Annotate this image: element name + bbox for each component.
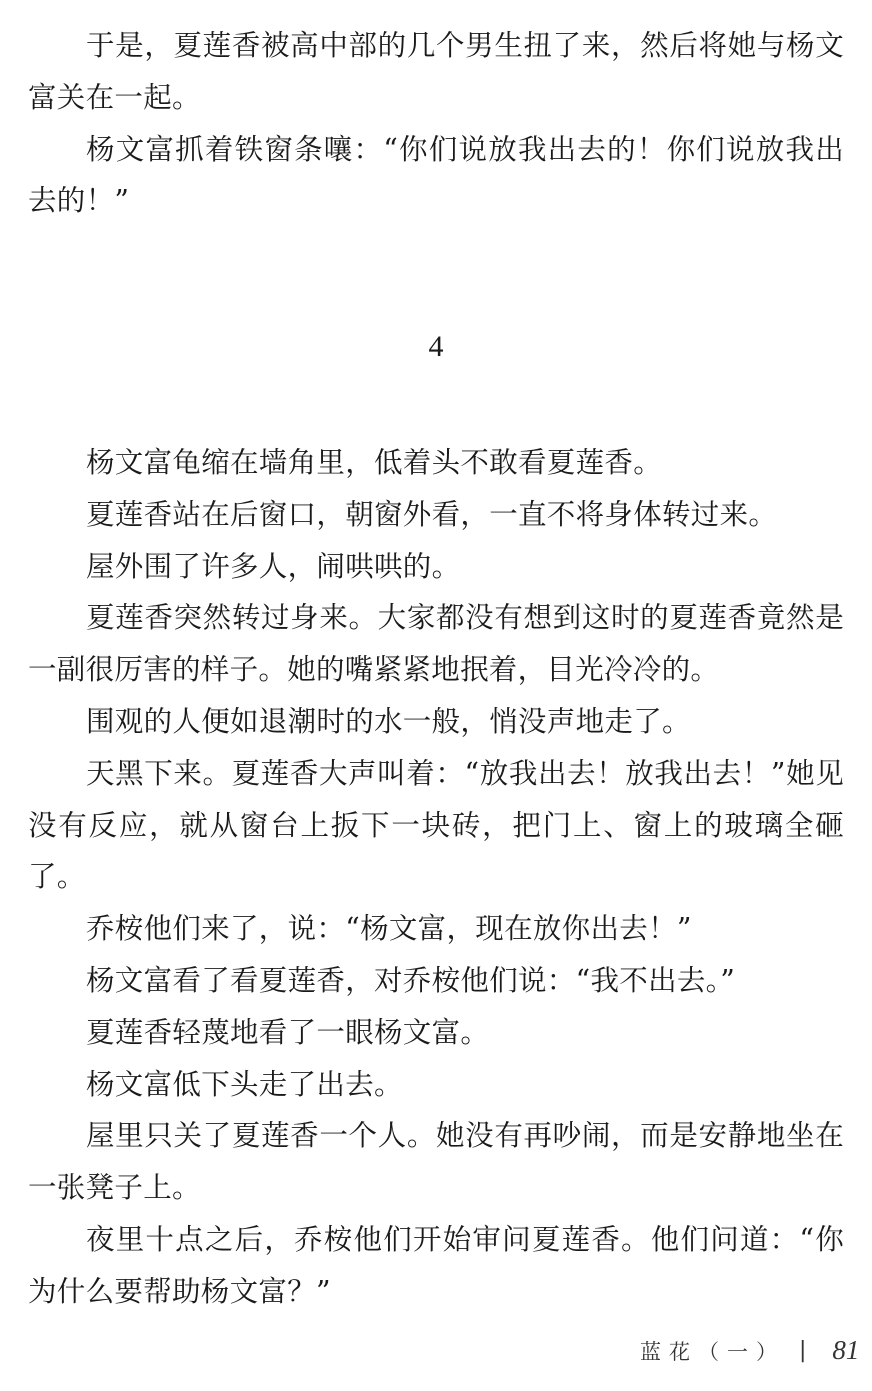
paragraph: 乔桉他们来了，说：“杨文富，现在放你出去！” xyxy=(86,912,692,946)
running-title: 蓝花（一） xyxy=(640,1339,785,1364)
paragraph: 屋里只关了夏莲香一个人。她没有再吵闹，而是安静地坐在一张凳子上。 xyxy=(28,1119,844,1205)
page-number: 81 xyxy=(832,1335,860,1365)
main-text xyxy=(28,437,844,1318)
paragraph: 夜里十点之后，乔桉他们开始审问夏莲香。他们问道：“你为什么要帮助杨文富？” xyxy=(28,1222,844,1308)
paragraph: 夏莲香轻蔑地看了一眼杨文富。 xyxy=(86,1015,490,1049)
paragraph: 杨文富低下头走了出去。 xyxy=(86,1067,403,1101)
paragraph: 天黑下来。夏莲香大声叫着：“放我出去！放我出去！”她见没有反应，就从窗台上扳下一块砖，把门上、窗上的玻璃全砸了。 xyxy=(28,756,844,894)
paragraph: 于是，夏莲香被高中部的几个男生扭了来，然后将她与杨文富关在一起。 xyxy=(28,29,844,114)
section-heading: 4 xyxy=(428,330,444,363)
page-footer xyxy=(640,1335,859,1366)
top-text xyxy=(28,20,844,227)
paragraph: 夏莲香突然转过身来。大家都没有想到这时的夏莲香竟然是一副很厉害的样子。她的嘴紧紧地抿着，目光冷冷的。 xyxy=(28,601,844,687)
paragraph: 杨文富龟缩在墙角里，低着头不敢看夏莲香。 xyxy=(86,446,663,479)
paragraph: 屋外围了许多人，闹哄哄的。 xyxy=(86,549,461,583)
paragraph: 围观的人便如退潮时的水一般，悄没声地走了。 xyxy=(86,704,691,738)
paragraph: 杨文富看了看夏莲香，对乔桉他们说：“我不出去。” xyxy=(86,963,736,997)
footer-separator: | xyxy=(799,1338,807,1363)
paragraph: 夏莲香站在后窗口，朝窗外看，一直不将身体转过来。 xyxy=(86,497,778,531)
paragraph: 杨文富抓着铁窗条嚷：“你们说放我出去的！你们说放我出去的！” xyxy=(28,132,844,218)
